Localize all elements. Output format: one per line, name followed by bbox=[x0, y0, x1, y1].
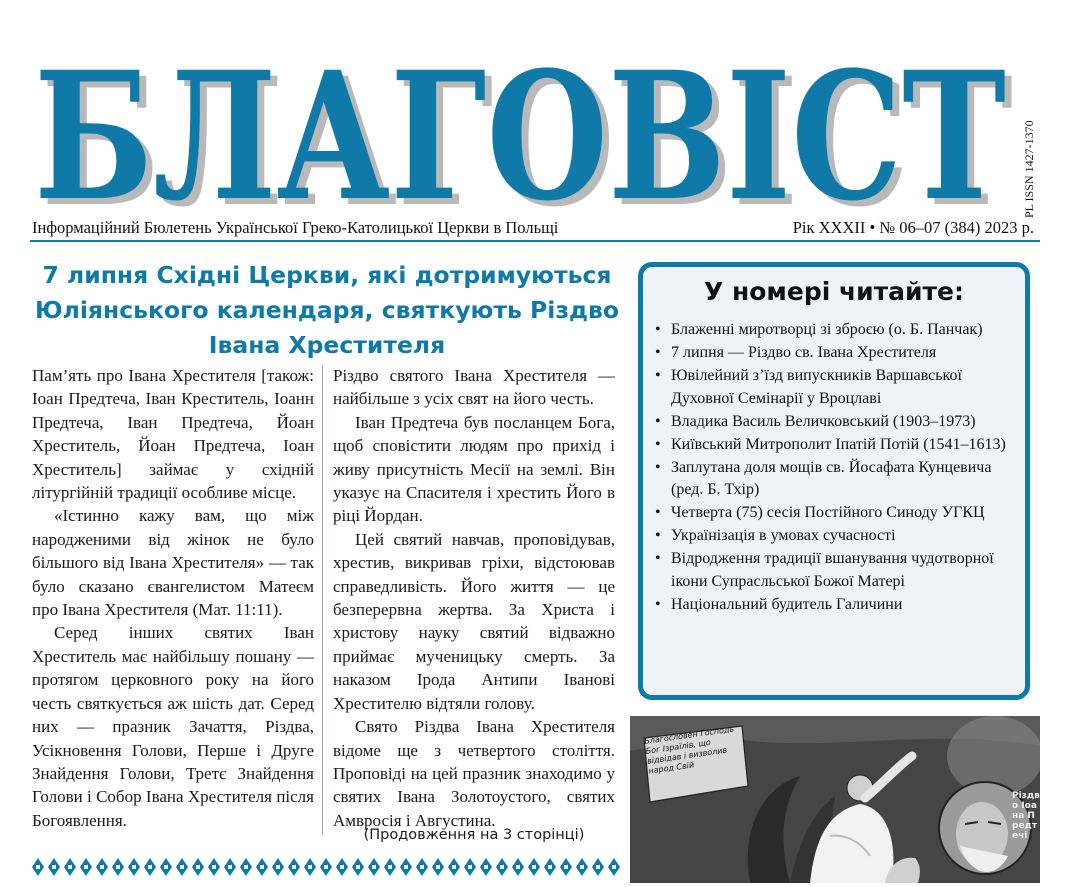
ornament-motif bbox=[224, 858, 236, 876]
contents-item[interactable]: • Четверта (75) сесія Постійного Синоду УГКЦ bbox=[653, 502, 1021, 525]
ornament-motif bbox=[144, 858, 156, 876]
ornament-motif bbox=[48, 858, 60, 876]
ornament-motif bbox=[368, 858, 380, 876]
contents-box bbox=[638, 262, 1030, 700]
contents-item[interactable]: • 7 липня — Різдво св. Івана Хрестителя bbox=[653, 342, 1021, 365]
ornament-motif bbox=[80, 858, 92, 876]
issue-info: Рік XXXII • № 06–07 (384) 2023 р. bbox=[792, 218, 1034, 237]
contents-list bbox=[653, 319, 1021, 617]
ornament-motif bbox=[400, 858, 412, 876]
scroll-banner bbox=[644, 723, 751, 806]
ornament-motif bbox=[544, 858, 556, 876]
ornament-motif bbox=[176, 858, 188, 876]
ornament-motif bbox=[336, 858, 348, 876]
article-paragraph: Різдво святого Івана Хрестителя — найбільше з усіх свят на його честь. bbox=[333, 366, 615, 409]
ornament-motif bbox=[32, 858, 44, 876]
ornament-motif bbox=[448, 858, 460, 876]
bulletin-description: Інформаційний Бюлетень Української Греко-Католицької Церкви в Польщі bbox=[32, 218, 559, 237]
icon-illustration bbox=[630, 716, 1040, 883]
column-divider bbox=[322, 365, 323, 835]
ornament-motif bbox=[288, 858, 300, 876]
contents-item[interactable]: • Владика Василь Величковський (1903–1973) bbox=[653, 411, 1021, 434]
ornament-motif bbox=[432, 858, 444, 876]
contents-item[interactable]: • Київський Митрополит Іпатій Потій (1541–1613) bbox=[653, 434, 1021, 457]
article-paragraph: Свято Різдва Івана Хрестителя відоме ще з четвертого століття. Проповіді на цей празник знаходимо у святих Івана Золотоустого, святих Амвросія і Августина. bbox=[333, 717, 615, 830]
ornament-motif bbox=[512, 858, 524, 876]
ornament-motif bbox=[272, 858, 284, 876]
ornament-motif bbox=[64, 858, 76, 876]
ornament-motif bbox=[192, 858, 204, 876]
ornament-motif bbox=[496, 858, 508, 876]
ornament-pattern bbox=[30, 852, 622, 882]
ornament-motif bbox=[240, 858, 252, 876]
ornament-motif bbox=[304, 858, 316, 876]
ornament-motif bbox=[352, 858, 364, 876]
ornament-motif bbox=[160, 858, 172, 876]
contents-item[interactable]: • Ювілейний з’їзд випускників Варшавської Духовної Семінарії у Вроцлаві bbox=[653, 365, 1021, 410]
article-paragraph: Цей святий навчав, проповідував, хрестив, викривав гріхи, відстоював справедливість. Його життя — це безперервна жертва. За Христа і христову науку святий відважно приймає мученицьку смерть. За наказом Ірода Антипи Іванові Хрестителю відтяли голову. bbox=[333, 529, 615, 713]
ornament-motif bbox=[128, 858, 140, 876]
ornament-motif bbox=[464, 858, 476, 876]
article-headline: 7 липня Східні Церкви, які дотримуються Юліянського календаря, святкують Різдво Івана Хрестителя bbox=[35, 261, 619, 359]
ornament-motif bbox=[208, 858, 220, 876]
article-column-1 bbox=[32, 364, 314, 832]
side-inscription: Різдво Іоана Предтечі bbox=[1012, 791, 1040, 841]
ornament-motif bbox=[592, 858, 604, 876]
ornament-motif bbox=[112, 858, 124, 876]
ornament-motif bbox=[384, 858, 396, 876]
ornament-motif bbox=[528, 858, 540, 876]
contents-item[interactable]: • Заплутана доля мощів св. Йосафата Кунцевича (ред. Б. Тхір) bbox=[653, 457, 1021, 502]
icon-artwork bbox=[630, 716, 1040, 883]
article-paragraph: «Істинно кажу вам, що між народженими від жінок не було більшого від Івана Хрестителя» — так було сказано євангелистом Матеєм про Івана Хрестителя (Мат. 11:11). bbox=[32, 506, 314, 620]
embroidery-ornament bbox=[30, 852, 622, 882]
masthead-subline bbox=[30, 216, 1040, 242]
article-paragraph: Пам’ять про Івана Хрестителя [також: Іоан Предтеча, Іван Креститель, Іоанн Предтеча, Іван Предтеча, Йоан Хреститель, Йоан Предтеча, Іоан Хреститель] займає у східній літургійній традиції особливе місце. bbox=[32, 366, 314, 503]
contents-box-title: У номері читайте: bbox=[704, 277, 964, 306]
ornament-motif bbox=[560, 858, 572, 876]
masthead bbox=[30, 22, 1020, 210]
ornament-motif bbox=[96, 858, 108, 876]
contents-item[interactable]: • Відродження традиції вшанування чудотворної ікони Супрасльської Божої Матері bbox=[653, 548, 1021, 593]
ornament-motif bbox=[256, 858, 268, 876]
article-paragraph: Іван Предтеча був посланцем Бога, щоб сповістити людям про прихід і живу присутність Месії на землі. Він указує на Спасителя і хрестить Його в ріці Йордан. bbox=[333, 412, 615, 526]
article-paragraph: Серед інших святих Іван Хреститель має найбільшу пошану — протягом церковного року на його честь святкується аж шість дат. Серед них — празник Зачаття, Різдва, Усікновення Голови, Перше і Друге Знайдення Голови, Третє Знайдення Голови і Собор Івана Хрестителя після Богоявлення. bbox=[32, 623, 314, 830]
contents-item[interactable]: • Національний будитель Галичини bbox=[653, 594, 1021, 617]
scroll-text: Благословен Господь Бог Ізраїлів, що відвідав і визволив народ Свій bbox=[643, 724, 735, 776]
contents-item[interactable]: • Блаженні миротворці зі зброєю (о. Б. Панчак) bbox=[653, 319, 1021, 342]
issn-number: PL ISSN 1427-1370 bbox=[1022, 120, 1036, 218]
masthead-logo bbox=[30, 22, 1020, 210]
ornament-motif bbox=[576, 858, 588, 876]
masthead-title-shadow: БЛАГОВІСТ bbox=[41, 39, 1013, 210]
ornament-motif bbox=[608, 858, 620, 876]
masthead-title: БЛАГОВІСТ bbox=[34, 33, 1006, 210]
contents-item[interactable]: • Українізація в умовах сучасності bbox=[653, 525, 1021, 548]
ornament-motif bbox=[416, 858, 428, 876]
continued-note: (Продовження на 3 сторінці) bbox=[363, 827, 585, 843]
ornament-motif bbox=[480, 858, 492, 876]
article-column-2 bbox=[333, 364, 615, 832]
ornament-motif bbox=[320, 858, 332, 876]
